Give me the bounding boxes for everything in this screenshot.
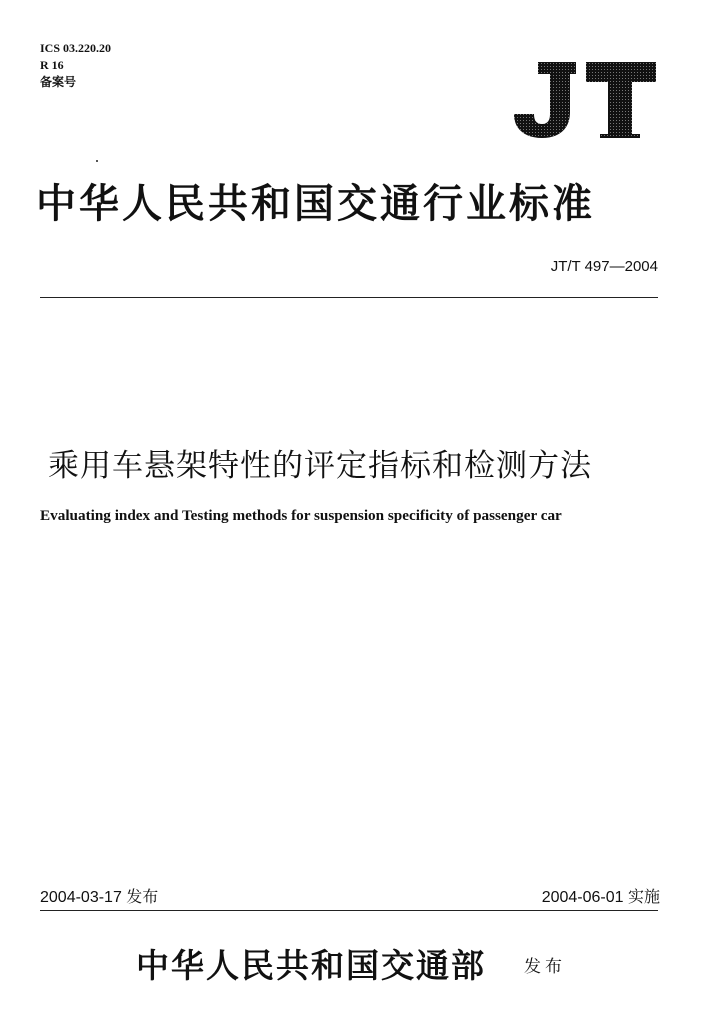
document-title-english: Evaluating index and Testing methods for suspension specificity of passenger car: [40, 507, 562, 524]
jt-logo: [508, 60, 658, 140]
effective-date: 2004-06-01 实施: [541, 889, 660, 906]
issue-date: 2004-03-17 发布: [40, 889, 159, 906]
footer-divider: [40, 910, 658, 911]
header-divider: [40, 297, 658, 298]
logo-letter-j: [514, 62, 576, 138]
ics-code: ICS 03.220.20: [40, 41, 112, 55]
header-metadata: [40, 40, 111, 91]
filing-number-label: 备案号: [40, 75, 77, 89]
publisher-name: 中华人民共和国交通部: [136, 946, 486, 985]
standard-category-title: 中华人民共和国交通行业标准: [36, 180, 595, 227]
logo-letter-t: [586, 62, 656, 138]
publish-label: 发布: [524, 957, 566, 977]
category-code: R 16: [40, 58, 64, 72]
speck: [96, 160, 98, 162]
standard-number: JT/T 497—2004: [550, 258, 658, 275]
document-title-chinese: 乘用车悬架特性的评定指标和检测方法: [48, 448, 592, 484]
